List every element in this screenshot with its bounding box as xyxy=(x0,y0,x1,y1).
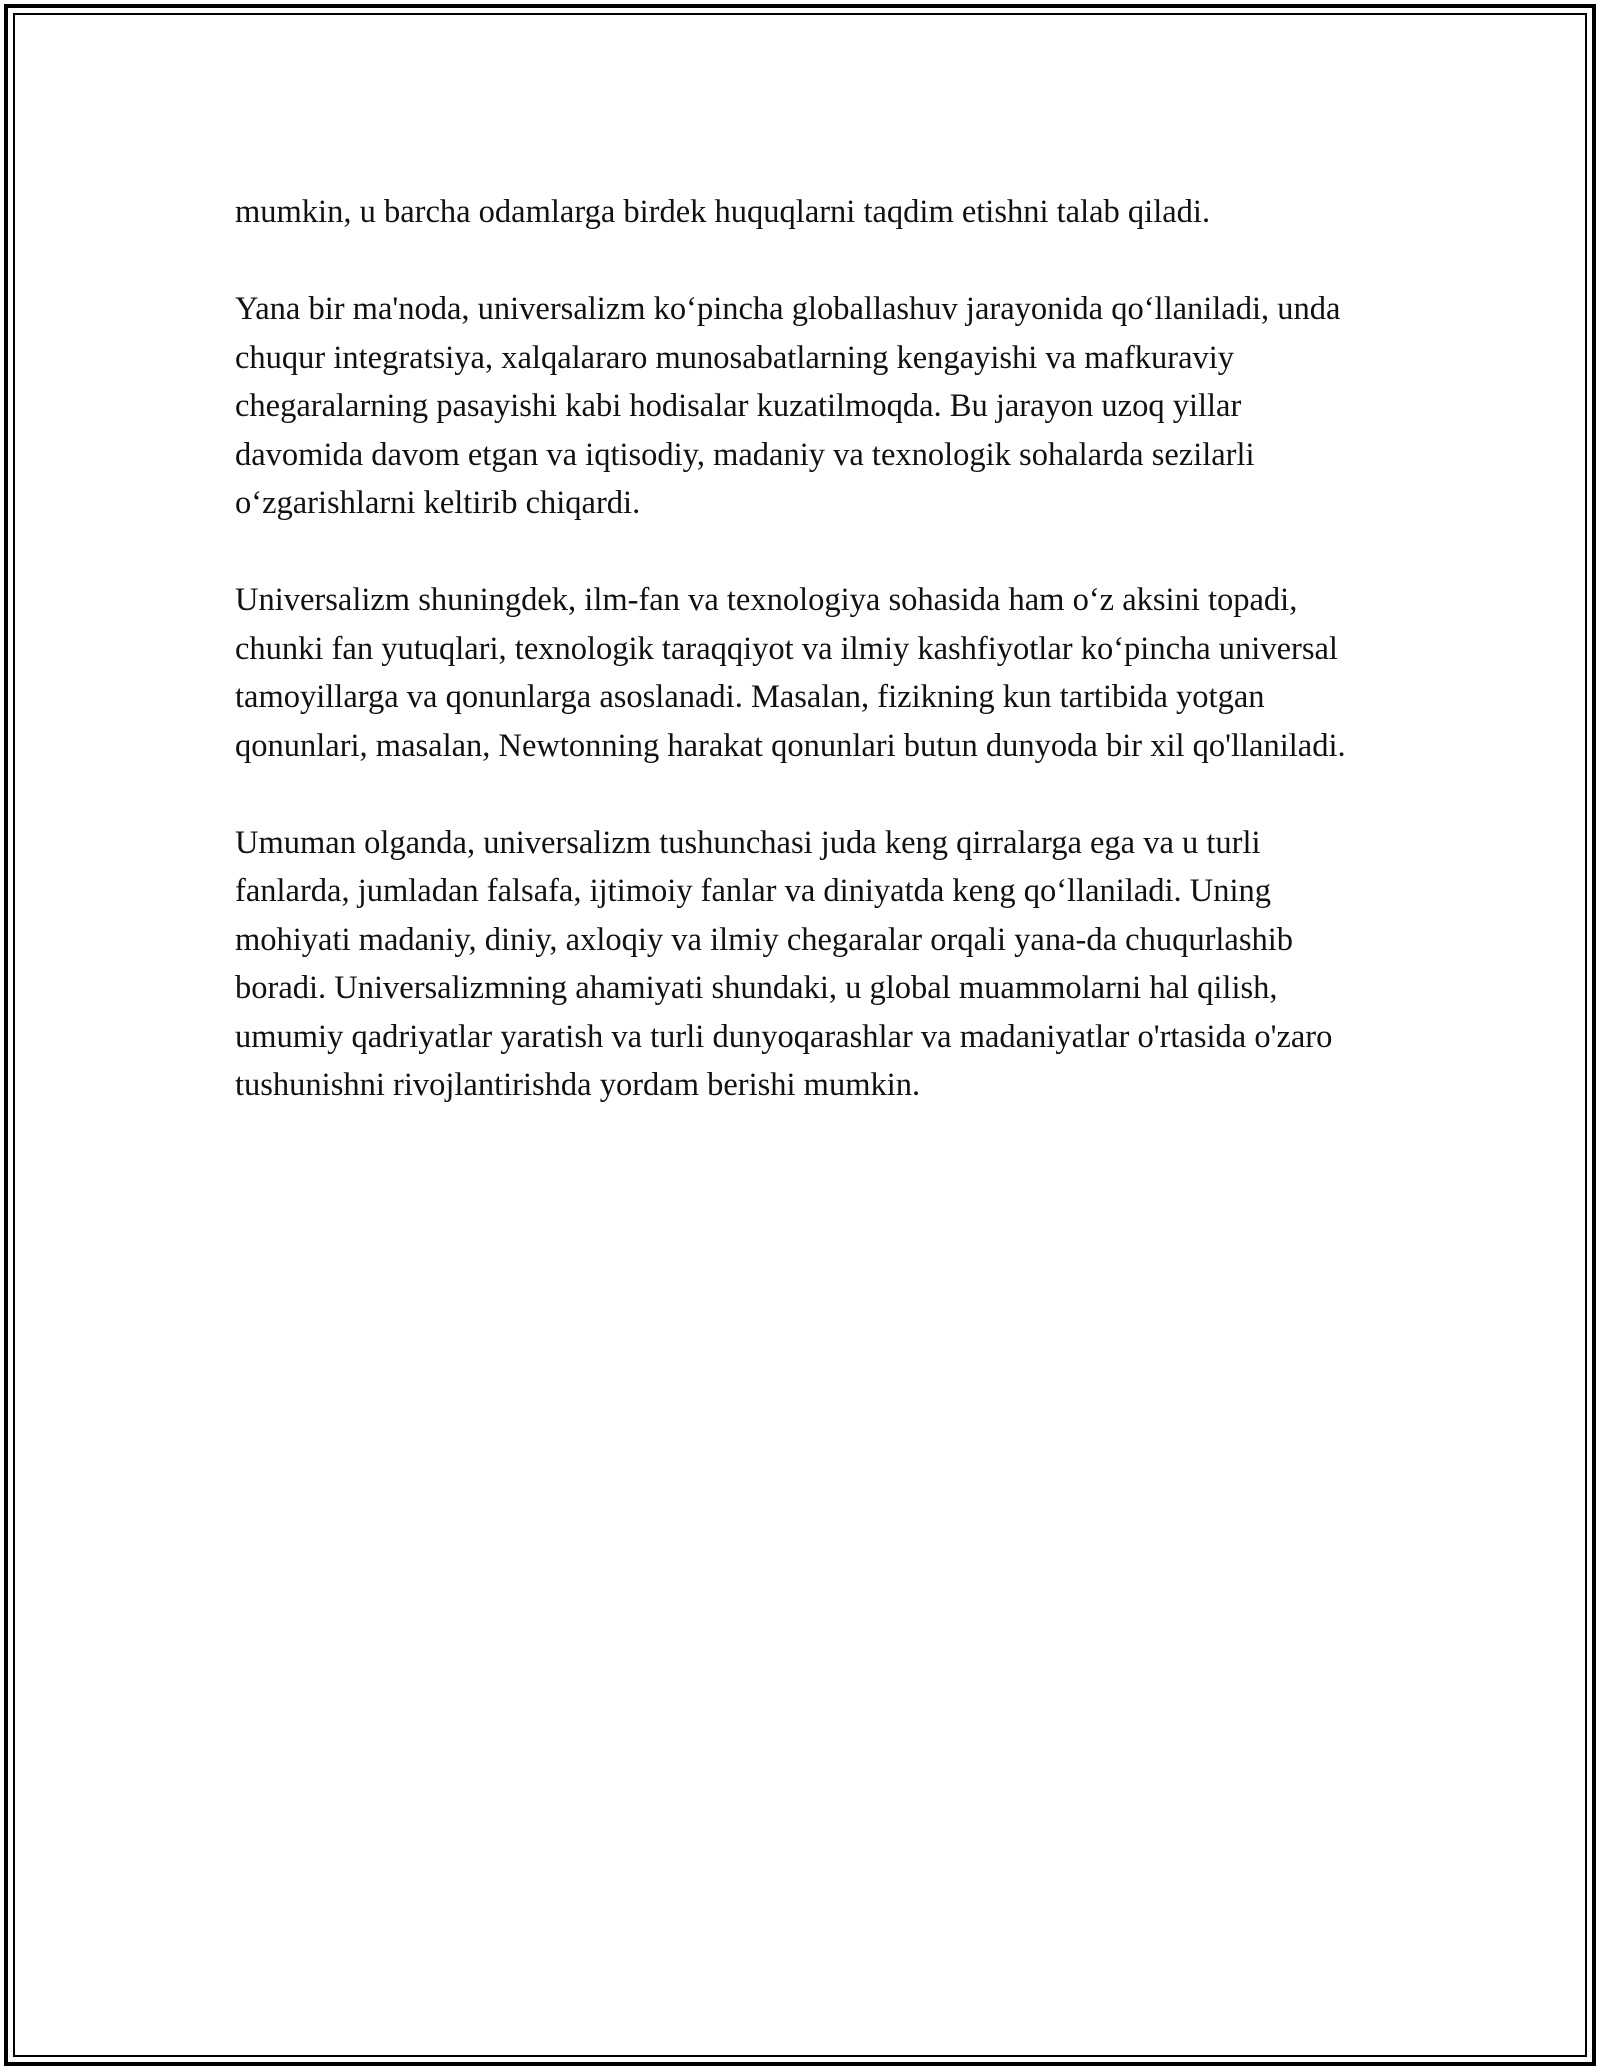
paragraph-2: Yana bir ma'noda, universalizm ko‘pincha globallashuv jarayonida qo‘llaniladi, unda chuqur integratsiya, xalqalararo munosabatlarning kengayishi va mafkuraviy chegaralarning pasayishi kabi hodisalar kuzatilmoqda. Bu jarayon uzoq yillar davomida davom etgan va iqtisodiy, madaniy va texnologik sohalarda sezilarli o‘zgarishlarni keltirib chiqardi. xyxy=(235,291,1341,521)
paragraph-3: Universalizm shuningdek, ilm-fan va texnologiya sohasida ham o‘z aksini topadi, chunki fan yutuqlari, texnologik taraqqiyot va ilmiy kashfiyotlar ko‘pincha universal tamoyillarga va qonunlarga asoslanadi. Masalan, fizikning kun tartibida yotgan qonunlari, masalan, Newtonning harakat qonunlari butun dunyoda bir xil qo'llaniladi. xyxy=(235,582,1346,764)
paragraph-4: Umuman olganda, universalizm tushunchasi juda keng qirralarga ega va u turli fanlarda, jumladan falsafa, ijtimoiy fanlar va diniyatda keng qo‘llaniladi. Uning mohiyati madaniy, diniy, axloqiy va ilmiy chegaralar orqali yana-da chuqurlashib boradi. Universalizmning ahamiyati shundaki, u global muammolarni hal qilish, umumiy qadriyatlar yaratish va turli dunyoqarashlar va madaniyatlar o'rtasida o'zaro tushunishni rivojlantirishda yordam berishi mumkin. xyxy=(235,824,1333,1103)
paragraph-1: mumkin, u barcha odamlarga birdek huquqlarni taqdim etishni talab qiladi. xyxy=(235,194,1211,230)
document-body xyxy=(235,188,1375,1158)
